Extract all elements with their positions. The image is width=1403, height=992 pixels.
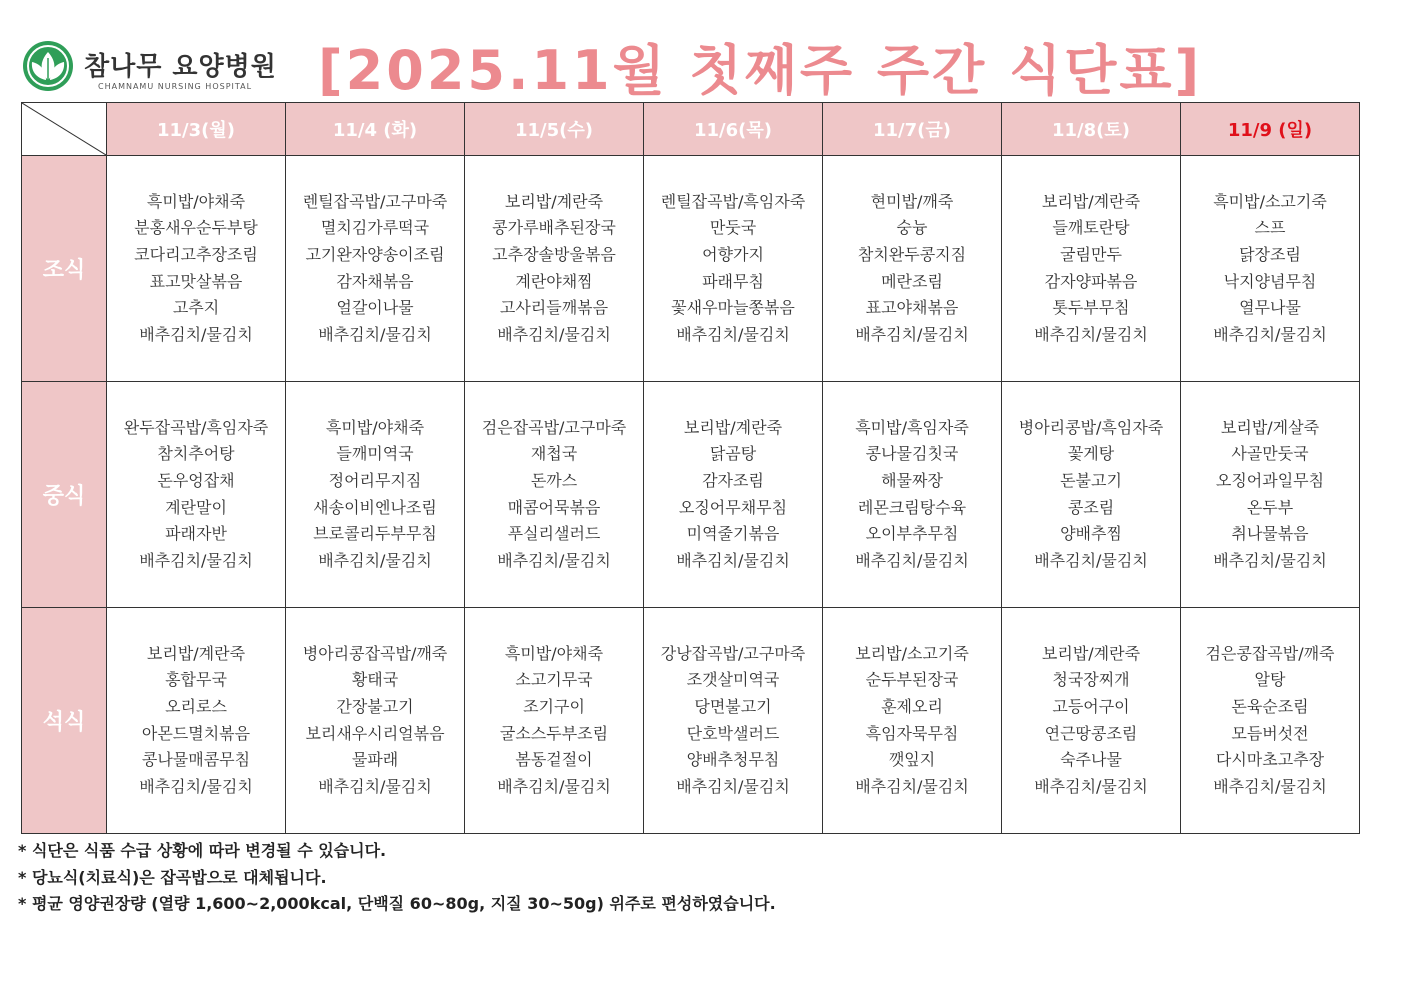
menu-item: 톳두부무침	[1052, 298, 1130, 318]
menu-item: 배추김치/물김치	[497, 550, 611, 570]
day-header-tue: 11/4 (화)	[286, 103, 465, 156]
menu-item: 감자채볶음	[336, 271, 414, 291]
menu-cell	[1002, 156, 1181, 382]
note-line: * 식단은 식품 수급 상황에 따라 변경될 수 있습니다.	[18, 841, 387, 860]
menu-cell	[823, 156, 1002, 382]
day-header-mon: 11/3(월)	[107, 103, 286, 156]
menu-item: 배추김치/물김치	[1034, 324, 1148, 344]
menu-item: 참치추어탕	[157, 444, 235, 464]
menu-item: 흑미밥/소고기죽	[1213, 191, 1327, 211]
menu-item: 아몬드멸치볶음	[141, 723, 251, 743]
meal-label-breakfast: 조식	[22, 156, 107, 382]
menu-item: 재첩국	[530, 444, 578, 464]
menu-item: 배추김치/물김치	[1213, 776, 1327, 796]
menu-item: 표고야채볶음	[865, 298, 959, 318]
menu-item: 푸실리샐러드	[507, 524, 601, 544]
weekly-menu-table	[21, 102, 1360, 834]
menu-item: 배추김치/물김치	[139, 776, 253, 796]
hospital-name: 참나무 요양병원	[84, 52, 277, 82]
menu-item: 코다리고추장조림	[134, 244, 258, 264]
menu-item: 취나물볶음	[1231, 524, 1309, 544]
menu-cell	[644, 382, 823, 608]
menu-item: 조갯살미역국	[686, 670, 780, 690]
menu-item: 보리밥/소고기죽	[855, 643, 969, 663]
menu-item: 배추김치/물김치	[318, 550, 432, 570]
menu-item: 모듬버섯전	[1231, 723, 1309, 743]
day-header-thu: 11/6(목)	[644, 103, 823, 156]
menu-item: 꽃새우마늘쫑볶음	[671, 298, 795, 318]
menu-item: 숭늉	[896, 218, 928, 238]
note-line: * 당뇨식(치료식)은 잡곡밥으로 대체됩니다.	[18, 867, 327, 887]
menu-item: 오징어과일무침	[1215, 470, 1325, 490]
menu-item: 굴소스두부조림	[499, 723, 609, 743]
page-title: [2025.11월 첫째주 주간 식단표]	[318, 39, 1203, 102]
menu-item: 황태국	[351, 670, 399, 690]
menu-item: 보리밥/계란죽	[504, 191, 604, 211]
menu-item: 흑미밥/야채죽	[325, 417, 425, 437]
meal-row-dinner	[22, 608, 1360, 834]
menu-item: 꽃게탕	[1067, 444, 1115, 464]
menu-item: 분홍새우순두부탕	[134, 218, 258, 238]
menu-item: 보리밥/계란죽	[146, 643, 246, 663]
menu-cell	[465, 608, 644, 834]
menu-item: 표고맛살볶음	[149, 271, 243, 291]
menu-item: 정어리무지짐	[328, 470, 422, 490]
menu-cell	[107, 382, 286, 608]
menu-item: 완두잡곡밥/흑임자죽	[123, 417, 269, 437]
menu-item: 흑임자묵무침	[865, 723, 959, 743]
menu-item: 들깨토란탕	[1052, 218, 1130, 238]
menu-item: 병아리콩잡곡밥/깨죽	[302, 643, 448, 663]
menu-item: 배추김치/물김치	[855, 324, 969, 344]
menu-cell	[1002, 382, 1181, 608]
menu-item: 고추지	[172, 298, 220, 318]
menu-item: 배추김치/물김치	[676, 776, 790, 796]
menu-item: 배추김치/물김치	[318, 324, 432, 344]
hospital-logo	[22, 40, 282, 96]
menu-item: 검은콩잡곡밥/깨죽	[1205, 643, 1335, 663]
menu-item: 흑미밥/흑임자죽	[855, 417, 969, 437]
menu-item: 순두부된장국	[865, 670, 959, 690]
menu-item: 배추김치/물김치	[855, 776, 969, 796]
menu-item: 훈제오리	[881, 696, 943, 716]
menu-item: 배추김치/물김치	[318, 776, 432, 796]
menu-item: 어향가지	[702, 244, 764, 264]
menu-item: 메란조림	[881, 271, 943, 291]
menu-cell	[286, 156, 465, 382]
menu-item: 단호박샐러드	[686, 723, 780, 743]
menu-item: 배추김치/물김치	[1213, 550, 1327, 570]
menu-cell	[286, 382, 465, 608]
menu-item: 오이부추무침	[865, 524, 959, 544]
menu-item: 물파래	[351, 750, 399, 770]
menu-item: 숙주나물	[1060, 750, 1122, 770]
menu-item: 간장불고기	[336, 696, 414, 716]
menu-item: 감자조림	[702, 470, 764, 490]
menu-item: 고기완자양송이조림	[305, 244, 445, 264]
menu-item: 검은잡곡밥/고구마죽	[481, 417, 627, 437]
menu-item: 배추김치/물김치	[855, 550, 969, 570]
meal-row-breakfast	[22, 156, 1360, 382]
meal-label-lunch: 중식	[22, 382, 107, 608]
meal-row-lunch	[22, 382, 1360, 608]
leaf-logo-icon	[22, 40, 78, 96]
menu-item: 얼갈이나물	[336, 298, 414, 318]
menu-item: 돈불고기	[1060, 470, 1122, 490]
menu-item: 돈우엉잡채	[157, 470, 235, 490]
menu-item: 당면불고기	[694, 696, 772, 716]
menu-item: 계란야채찜	[515, 271, 593, 291]
menu-item: 콩조림	[1067, 497, 1115, 517]
menu-cell	[823, 382, 1002, 608]
menu-item: 콩가루배추된장국	[492, 218, 616, 238]
hospital-name-english: CHAMNAMU NURSING HOSPITAL	[98, 82, 253, 91]
menu-item: 홍합무국	[165, 670, 227, 690]
menu-cell	[107, 608, 286, 834]
menu-item: 돈까스	[530, 470, 578, 490]
menu-item: 보리밥/계란죽	[1041, 643, 1141, 663]
menu-cell	[465, 156, 644, 382]
menu-item: 콩나물김칫국	[865, 444, 959, 464]
menu-item: 오리로스	[165, 696, 227, 716]
menu-cell	[107, 156, 286, 382]
menu-item: 사골만둣국	[1231, 444, 1309, 464]
menu-item: 조기구이	[523, 696, 585, 716]
menu-item: 온두부	[1246, 497, 1294, 517]
menu-item: 강낭잡곡밥/고구마죽	[660, 643, 806, 663]
menu-item: 돈육순조림	[1231, 696, 1309, 716]
menu-item: 알탕	[1254, 670, 1286, 690]
menu-item: 렌틸잡곡밥/고구마죽	[302, 191, 448, 211]
menu-cell	[465, 382, 644, 608]
menu-item: 굴림만두	[1060, 244, 1122, 264]
menu-item: 배추김치/물김치	[1034, 550, 1148, 570]
meal-label-dinner: 석식	[22, 608, 107, 834]
menu-item: 보리밥/계란죽	[1041, 191, 1141, 211]
menu-item: 연근땅콩조림	[1044, 723, 1138, 743]
menu-item: 현미밥/깨죽	[870, 191, 954, 211]
menu-item: 배추김치/물김치	[1213, 324, 1327, 344]
notes-section	[18, 838, 776, 918]
menu-item: 보리밥/게살죽	[1220, 417, 1320, 437]
day-header-row	[22, 103, 1360, 156]
menu-item: 파래무침	[702, 271, 764, 291]
menu-item: 양배추청무침	[686, 750, 780, 770]
menu-cell	[1181, 382, 1360, 608]
menu-item: 만둣국	[709, 218, 757, 238]
menu-item: 배추김치/물김치	[139, 324, 253, 344]
menu-item: 닭장조림	[1239, 244, 1301, 264]
day-header-wed: 11/5(수)	[465, 103, 644, 156]
note-line: * 평균 영양권장량 (열량 1,600~2,000kcal, 단백질 60~80g, 지질 30~50g) 위주로 편성하였습니다.	[18, 894, 776, 913]
day-header-sat: 11/8(토)	[1002, 103, 1181, 156]
menu-item: 배추김치/물김치	[139, 550, 253, 570]
menu-cell	[286, 608, 465, 834]
menu-item: 배추김치/물김치	[497, 776, 611, 796]
menu-item: 흑미밥/야채죽	[146, 191, 246, 211]
menu-item: 배추김치/물김치	[1034, 776, 1148, 796]
menu-item: 봄동겉절이	[515, 750, 593, 770]
menu-item: 브로콜리두부무침	[313, 524, 437, 544]
menu-cell	[644, 156, 823, 382]
menu-item: 고등어구이	[1052, 696, 1130, 716]
menu-item: 고사리들깨볶음	[499, 298, 609, 318]
menu-item: 양배추찜	[1060, 524, 1122, 544]
menu-item: 해물짜장	[881, 470, 943, 490]
day-header-sun: 11/9 (일)	[1181, 103, 1360, 156]
menu-item: 스프	[1254, 218, 1286, 238]
menu-item: 보리밥/계란죽	[683, 417, 783, 437]
menu-item: 오징어무채무침	[678, 497, 788, 517]
menu-cell	[1181, 156, 1360, 382]
menu-item: 흑미밥/야채죽	[504, 643, 604, 663]
menu-item: 소고기무국	[515, 670, 593, 690]
menu-item: 감자양파볶음	[1044, 271, 1138, 291]
menu-item: 고추장솔방울볶음	[492, 244, 616, 264]
table-corner	[22, 103, 107, 156]
menu-item: 새송이비엔나조림	[313, 497, 437, 517]
menu-item: 계란말이	[165, 497, 227, 517]
menu-item: 다시마초고추장	[1215, 750, 1325, 770]
menu-item: 배추김치/물김치	[497, 324, 611, 344]
menu-item: 배추김치/물김치	[676, 324, 790, 344]
day-header-fri: 11/7(금)	[823, 103, 1002, 156]
diagonal-divider-icon	[22, 103, 106, 155]
menu-item: 매콤어묵볶음	[507, 497, 601, 517]
menu-cell	[644, 608, 823, 834]
menu-item: 레몬크림탕수육	[857, 497, 967, 517]
menu-item: 들깨미역국	[336, 444, 414, 464]
menu-item: 병아리콩밥/흑임자죽	[1018, 417, 1164, 437]
menu-cell	[1002, 608, 1181, 834]
menu-item: 닭곰탕	[709, 444, 757, 464]
menu-item: 미역줄기볶음	[686, 524, 780, 544]
menu-item: 콩나물매콤무침	[141, 750, 251, 770]
menu-cell	[1181, 608, 1360, 834]
menu-item: 파래자반	[165, 524, 227, 544]
menu-item: 참치완두콩지짐	[857, 244, 967, 264]
menu-item: 깻잎지	[888, 750, 936, 770]
menu-item: 청국장찌개	[1052, 670, 1130, 690]
menu-item: 낙지양념무침	[1223, 271, 1317, 291]
menu-item: 보리새우시리얼볶음	[305, 723, 445, 743]
menu-item: 열무나물	[1239, 298, 1301, 318]
menu-cell	[823, 608, 1002, 834]
menu-item: 렌틸잡곡밥/흑임자죽	[660, 191, 806, 211]
menu-item: 멸치김가루떡국	[320, 218, 430, 238]
menu-item: 배추김치/물김치	[676, 550, 790, 570]
